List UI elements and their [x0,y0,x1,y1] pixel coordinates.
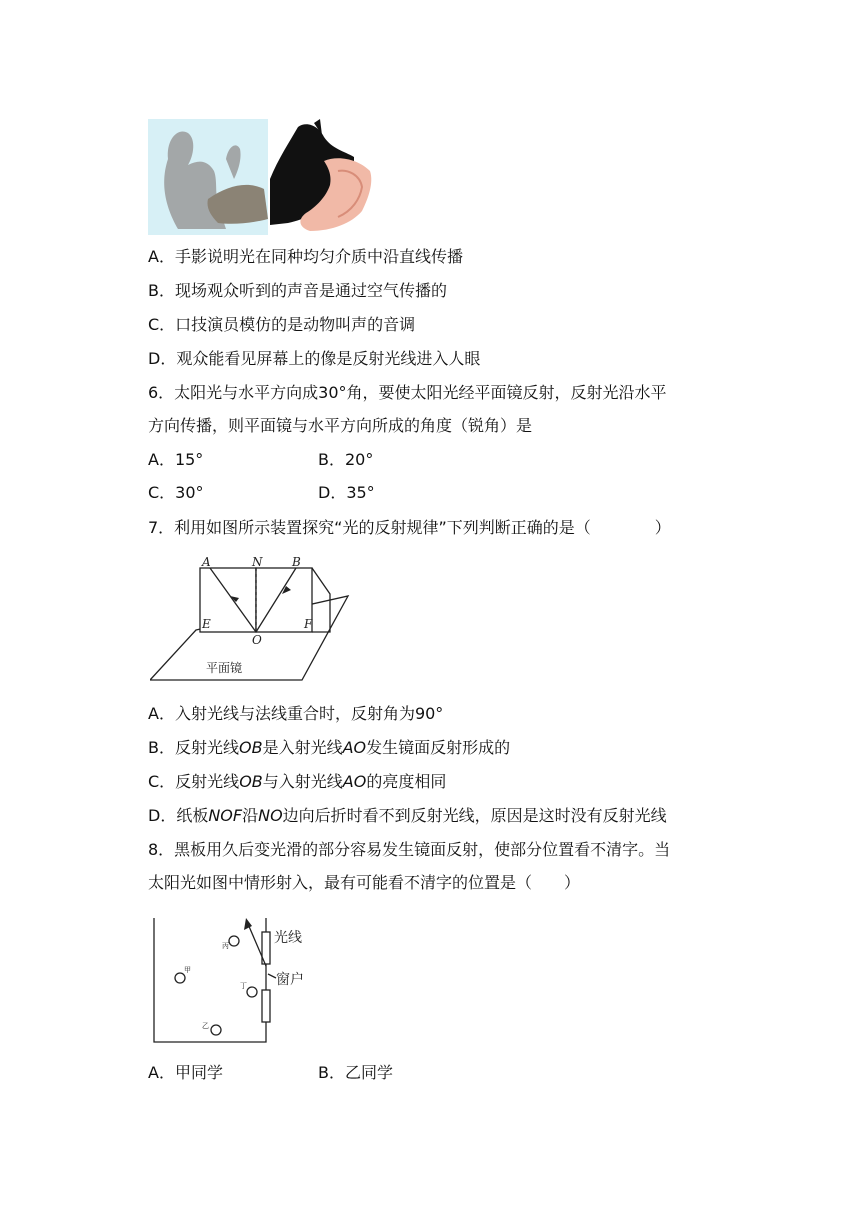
q6-option-b: B．20° [318,450,374,469]
label-ding: 丁 [240,982,247,990]
label-f: F [304,617,313,631]
label-n: N [252,555,263,569]
label-e: E [202,617,211,631]
label-a: A [202,555,211,569]
q7-option-c: C．反射光线OB与入射光线AO的亮度相同 [148,772,447,791]
seat-yi [211,1025,221,1035]
q8-option-b: B．乙同学 [318,1063,393,1082]
seat-ding [247,987,257,997]
q8-stem-line1: 8．黑板用久后变光滑的部分容易发生镜面反射，使部分位置看不清字。当 [148,840,671,859]
label-jia: 甲 [184,966,191,974]
label-yi: 乙 [202,1022,209,1030]
window-lower [262,990,270,1022]
hand-shadow-photo [148,119,380,235]
q7-option-a: A．入射光线与法线重合时，反射角为90° [148,704,444,723]
q6-option-a: A．15° [148,450,204,469]
q7-option-b: B．反射光线OB是入射光线AO发生镜面反射形成的 [148,738,511,757]
label-bing: 丙 [222,942,229,950]
q7-stem: 7．利用如图所示装置探究“光的反射规律”下列判断正确的是（ ） [148,518,671,537]
q5-option-a: A．手影说明光在同种均匀介质中沿直线传播 [148,247,463,266]
label-o: O [252,633,262,647]
label-b: B [292,555,301,569]
q7-option-d: D．纸板NOF沿NO边向后折时看不到反射光线，原因是这时没有反射光线 [148,806,667,825]
seat-jia [175,973,185,983]
q6-stem-line1: 6．太阳光与水平方向成30°角，要使太阳光经平面镜反射，反射光沿水平 [148,383,667,402]
q5-option-d: D．观众能看见屏幕上的像是反射光线进入人眼 [148,349,481,368]
classroom-walls [154,918,266,1042]
label-window: 窗户 [276,972,304,988]
q6-option-d: D．35° [318,483,375,502]
window-label-leader [268,974,276,978]
label-light: 光线 [274,930,302,946]
q6-option-c: C．30° [148,483,204,502]
light-ray-arrowhead [244,918,252,930]
seat-bing [229,936,239,946]
q5-option-c: C．口技演员模仿的是动物叫声的音调 [148,315,416,334]
label-mirror: 平面镜 [206,661,243,675]
q5-option-b: B．现场观众听到的声音是通过空气传播的 [148,281,447,300]
q8-option-a: A．甲同学 [148,1063,223,1082]
q8-stem-line2: 太阳光如图中情形射入，最有可能看不清字的位置是（ ） [148,873,581,892]
q6-stem-line2: 方向传播，则平面镜与水平方向所成的角度（锐角）是 [148,416,533,435]
classroom-diagram [150,914,314,1046]
reflection-apparatus-diagram [150,554,356,682]
